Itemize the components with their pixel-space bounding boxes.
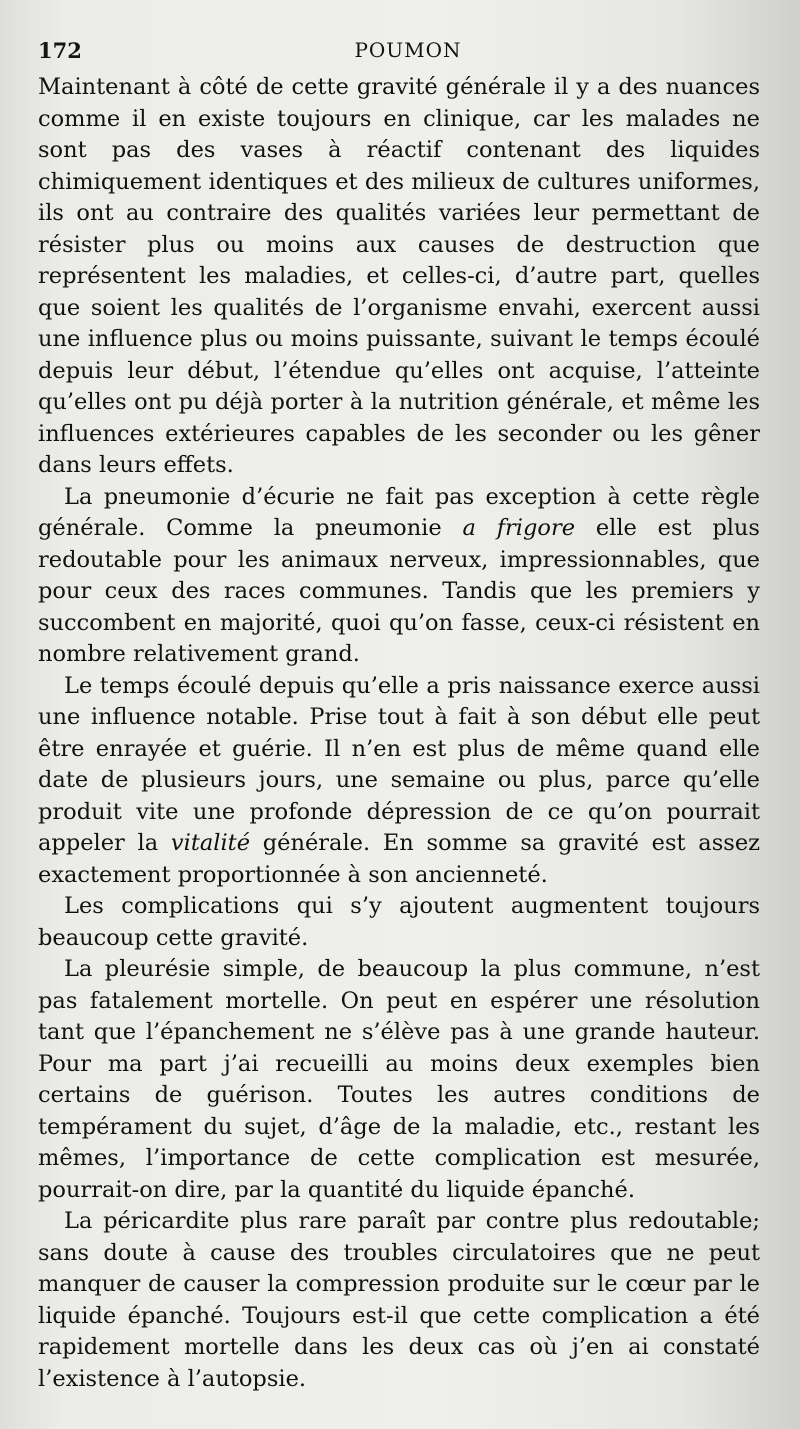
paragraph-temps-ecoule: [38, 671, 760, 892]
paragraph-pneumonie-ecurie: [38, 482, 760, 671]
italic-term: a frigore: [462, 515, 576, 541]
body-text: [38, 72, 760, 1395]
paragraph-complications: Les complications qui s’y ajoutent augmentent toujours beaucoup cette gravité.: [38, 893, 760, 951]
paragraph-text: La pneumonie d’écurie ne fait pas exception à cette règle générale. Comme la pneumonie: [38, 483, 760, 541]
italic-term: vitalité: [170, 830, 251, 856]
page-number: 172: [38, 38, 82, 63]
running-title: POUMON: [354, 38, 462, 62]
paragraph-pericardite: La péricardite plus rare paraît par contre plus redoutable; sans doute à cause des troubles circulatoires que ne peut manquer de causer la compression produite sur le cœur par le liquide épanché. Toujours est-il que cette complication a été rapidement mortelle dans les deux cas où j’en ai constaté l’existence à l’autopsie.: [38, 1208, 760, 1392]
paragraph-text: Le temps écoulé depuis qu’elle a pris naissance exerce aussi une influence notable. Prise tout à fait à son début elle peut être enrayée et guérie. Il n’en est plus de même quand elle date de plusieurs jours, une semaine ou plus, parce qu’elle produit vite une profonde dépression de ce qu’on pourrait appeler la: [38, 672, 760, 856]
paragraph-text: elle est plus redoutable pour les animaux nerveux, impressionnables, que pour ceux des races communes. Tandis que les premiers y succombent en majorité, quoi qu’on fasse, ceux-ci résistent en nombre relativement grand.: [38, 515, 760, 667]
paragraph-nuances: Maintenant à côté de cette gravité générale il y a des nuances comme il en existe toujours en clinique, car les malades ne sont pas des vases à réactif contenant des liquides chimiquement identiques et des milieux de cultures uniformes, ils ont au contraire des qualités variées leur permettant de résister plus ou moins aux causes de destruction que représentent les maladies, et celles-ci, d’autre part, quelles que soient les qualités de l’organisme envahi, exercent aussi une influence plus ou moins puissante, suivant le temps écoulé depuis leur début, l’étendue qu’elles ont acquise, l’atteinte qu’elles ont pu déjà porter à la nutrition générale, et même les influences extérieures capables de les seconder ou les gêner dans leurs effets.: [38, 74, 760, 478]
page-header: [38, 36, 778, 70]
paragraph-text: générale. En somme sa gravité est assez exactement proportionnée à son ancienneté.: [38, 830, 760, 888]
paragraph-pleuresie: La pleurésie simple, de beaucoup la plus commune, n’est pas fatalement mortelle. On peut en espérer une résolution tant que l’épanchement ne s’élève pas à une grande hauteur. Pour ma part j’ai recueilli au moins deux exemples bien certains de guérison. Toutes les autres conditions de tempérament du sujet, d’âge de la maladie, etc., restant les mêmes, l’importance de cette complication est mesurée, pourrait-on dire, par la quantité du liquide épanché.: [38, 956, 760, 1203]
